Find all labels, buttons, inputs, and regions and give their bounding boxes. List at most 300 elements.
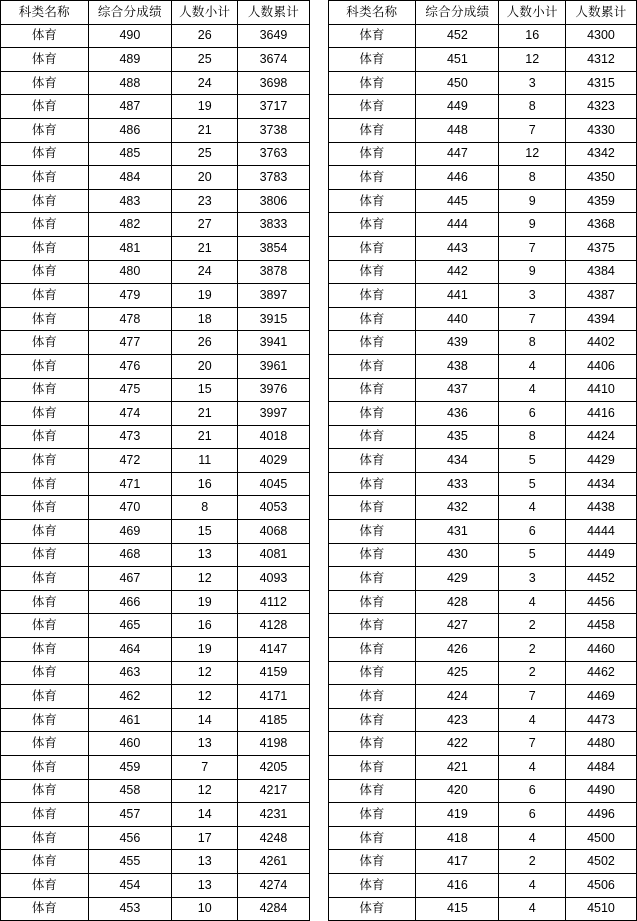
- cell-subject-name: 体育: [1, 850, 89, 874]
- left-table-column: [0, 0, 319, 915]
- cell-subject-name: 体育: [328, 496, 416, 520]
- cell-composite-score: 458: [88, 779, 171, 803]
- table-row: [328, 685, 637, 709]
- table-row: [1, 331, 310, 355]
- cell-count-subtotal: 4: [499, 873, 565, 897]
- cell-count-cumulative: 3717: [238, 95, 309, 119]
- cell-subject-name: 体育: [1, 449, 89, 473]
- cell-count-subtotal: 8: [499, 166, 565, 190]
- cell-composite-score: 420: [416, 779, 499, 803]
- cell-composite-score: 486: [88, 118, 171, 142]
- cell-count-subtotal: 16: [171, 472, 237, 496]
- table-row: [328, 732, 637, 756]
- cell-subject-name: 体育: [328, 118, 416, 142]
- table-row: [1, 543, 310, 567]
- table-row: [328, 826, 637, 850]
- table-row: [1, 850, 310, 874]
- cell-count-cumulative: 4248: [238, 826, 309, 850]
- cell-count-cumulative: 4490: [565, 779, 636, 803]
- cell-count-subtotal: 15: [171, 378, 237, 402]
- cell-composite-score: 436: [416, 402, 499, 426]
- cell-composite-score: 463: [88, 661, 171, 685]
- cell-subject-name: 体育: [328, 590, 416, 614]
- table-row: [328, 449, 637, 473]
- cell-composite-score: 432: [416, 496, 499, 520]
- cell-count-cumulative: 4424: [565, 425, 636, 449]
- table-row: [1, 48, 310, 72]
- cell-count-cumulative: 4274: [238, 873, 309, 897]
- cell-count-subtotal: 7: [499, 236, 565, 260]
- cell-composite-score: 447: [416, 142, 499, 166]
- cell-composite-score: 484: [88, 166, 171, 190]
- table-header-left: [1, 1, 310, 25]
- cell-count-cumulative: 4406: [565, 354, 636, 378]
- table-row: [328, 166, 637, 190]
- cell-count-cumulative: 3833: [238, 213, 309, 237]
- cell-composite-score: 454: [88, 873, 171, 897]
- cell-composite-score: 478: [88, 307, 171, 331]
- cell-composite-score: 473: [88, 425, 171, 449]
- table-header-right: [328, 1, 637, 25]
- table-row: [1, 142, 310, 166]
- cell-count-subtotal: 4: [499, 378, 565, 402]
- cell-composite-score: 453: [88, 897, 171, 921]
- cell-count-cumulative: 4128: [238, 614, 309, 638]
- cell-composite-score: 425: [416, 661, 499, 685]
- cell-composite-score: 424: [416, 685, 499, 709]
- cell-count-subtotal: 24: [171, 260, 237, 284]
- cell-subject-name: 体育: [1, 118, 89, 142]
- cell-count-cumulative: 3649: [238, 24, 309, 48]
- table-row: [1, 449, 310, 473]
- cell-composite-score: 467: [88, 567, 171, 591]
- cell-subject-name: 体育: [1, 95, 89, 119]
- cell-count-cumulative: 4449: [565, 543, 636, 567]
- cell-count-cumulative: 4375: [565, 236, 636, 260]
- cell-composite-score: 422: [416, 732, 499, 756]
- cell-composite-score: 426: [416, 638, 499, 662]
- table-row: [1, 425, 310, 449]
- table-row: [328, 897, 637, 921]
- cell-count-cumulative: 3961: [238, 354, 309, 378]
- cell-composite-score: 418: [416, 826, 499, 850]
- cell-count-subtotal: 21: [171, 236, 237, 260]
- table-row: [1, 590, 310, 614]
- table-header-row: [328, 1, 637, 25]
- table-row: [328, 779, 637, 803]
- cell-count-cumulative: 4394: [565, 307, 636, 331]
- cell-composite-score: 439: [416, 331, 499, 355]
- cell-count-subtotal: 26: [171, 24, 237, 48]
- cell-composite-score: 434: [416, 449, 499, 473]
- cell-count-cumulative: 3763: [238, 142, 309, 166]
- cell-count-cumulative: 4480: [565, 732, 636, 756]
- cell-count-subtotal: 6: [499, 520, 565, 544]
- cell-count-subtotal: 8: [499, 425, 565, 449]
- cell-composite-score: 427: [416, 614, 499, 638]
- cell-composite-score: 490: [88, 24, 171, 48]
- cell-count-subtotal: 16: [171, 614, 237, 638]
- cell-subject-name: 体育: [1, 354, 89, 378]
- cell-count-cumulative: 4456: [565, 590, 636, 614]
- cell-count-cumulative: 4198: [238, 732, 309, 756]
- cell-subject-name: 体育: [328, 472, 416, 496]
- cell-count-cumulative: 4093: [238, 567, 309, 591]
- cell-count-cumulative: 4384: [565, 260, 636, 284]
- table-row: [1, 307, 310, 331]
- cell-subject-name: 体育: [1, 24, 89, 48]
- cell-count-subtotal: 6: [499, 803, 565, 827]
- cell-composite-score: 428: [416, 590, 499, 614]
- cell-composite-score: 459: [88, 756, 171, 780]
- cell-subject-name: 体育: [1, 142, 89, 166]
- cell-composite-score: 446: [416, 166, 499, 190]
- cell-count-cumulative: 4502: [565, 850, 636, 874]
- cell-count-subtotal: 4: [499, 756, 565, 780]
- cell-subject-name: 体育: [1, 284, 89, 308]
- cell-count-subtotal: 26: [171, 331, 237, 355]
- right-table-column: [319, 0, 637, 915]
- cell-subject-name: 体育: [328, 236, 416, 260]
- table-row: [1, 756, 310, 780]
- table-body-left: [1, 24, 310, 921]
- table-row: [328, 873, 637, 897]
- cell-subject-name: 体育: [1, 543, 89, 567]
- cell-count-subtotal: 27: [171, 213, 237, 237]
- cell-subject-name: 体育: [1, 732, 89, 756]
- cell-count-subtotal: 4: [499, 496, 565, 520]
- table-row: [328, 284, 637, 308]
- cell-subject-name: 体育: [1, 472, 89, 496]
- cell-subject-name: 体育: [328, 638, 416, 662]
- cell-subject-name: 体育: [328, 331, 416, 355]
- cell-count-subtotal: 9: [499, 189, 565, 213]
- cell-count-cumulative: 4506: [565, 873, 636, 897]
- cell-subject-name: 体育: [328, 873, 416, 897]
- table-row: [1, 826, 310, 850]
- cell-count-cumulative: 4315: [565, 71, 636, 95]
- header-composite-score: 综合分成绩: [88, 1, 171, 25]
- cell-composite-score: 430: [416, 543, 499, 567]
- cell-count-cumulative: 3738: [238, 118, 309, 142]
- cell-composite-score: 475: [88, 378, 171, 402]
- cell-count-subtotal: 25: [171, 142, 237, 166]
- table-row: [1, 236, 310, 260]
- cell-composite-score: 450: [416, 71, 499, 95]
- table-row: [328, 590, 637, 614]
- cell-count-cumulative: 4185: [238, 708, 309, 732]
- cell-composite-score: 433: [416, 472, 499, 496]
- cell-count-cumulative: 3897: [238, 284, 309, 308]
- cell-count-cumulative: 4231: [238, 803, 309, 827]
- cell-count-subtotal: 19: [171, 590, 237, 614]
- cell-subject-name: 体育: [328, 756, 416, 780]
- cell-count-cumulative: 3915: [238, 307, 309, 331]
- cell-count-subtotal: 12: [171, 685, 237, 709]
- cell-count-subtotal: 13: [171, 850, 237, 874]
- cell-count-cumulative: 4416: [565, 402, 636, 426]
- table-row: [1, 873, 310, 897]
- cell-subject-name: 体育: [328, 48, 416, 72]
- table-row: [328, 425, 637, 449]
- header-count-cumulative: 人数累计: [565, 1, 636, 25]
- cell-count-cumulative: 4171: [238, 685, 309, 709]
- cell-count-subtotal: 17: [171, 826, 237, 850]
- cell-count-subtotal: 12: [171, 779, 237, 803]
- cell-composite-score: 429: [416, 567, 499, 591]
- cell-count-subtotal: 2: [499, 661, 565, 685]
- table-row: [1, 567, 310, 591]
- cell-count-subtotal: 15: [171, 520, 237, 544]
- table-row: [1, 661, 310, 685]
- cell-count-cumulative: 4462: [565, 661, 636, 685]
- cell-count-cumulative: 4410: [565, 378, 636, 402]
- cell-count-subtotal: 14: [171, 803, 237, 827]
- cell-composite-score: 487: [88, 95, 171, 119]
- cell-count-subtotal: 14: [171, 708, 237, 732]
- cell-subject-name: 体育: [1, 638, 89, 662]
- cell-count-cumulative: 4434: [565, 472, 636, 496]
- cell-count-cumulative: 4159: [238, 661, 309, 685]
- cell-count-cumulative: 4068: [238, 520, 309, 544]
- cell-composite-score: 438: [416, 354, 499, 378]
- cell-subject-name: 体育: [328, 402, 416, 426]
- cell-subject-name: 体育: [1, 236, 89, 260]
- table-row: [1, 685, 310, 709]
- cell-subject-name: 体育: [328, 142, 416, 166]
- cell-composite-score: 444: [416, 213, 499, 237]
- table-row: [328, 213, 637, 237]
- cell-subject-name: 体育: [328, 685, 416, 709]
- header-subject-name: 科类名称: [328, 1, 416, 25]
- cell-composite-score: 474: [88, 402, 171, 426]
- cell-composite-score: 469: [88, 520, 171, 544]
- cell-count-subtotal: 20: [171, 166, 237, 190]
- cell-count-subtotal: 19: [171, 284, 237, 308]
- table-row: [328, 189, 637, 213]
- table-row: [1, 284, 310, 308]
- cell-composite-score: 423: [416, 708, 499, 732]
- cell-count-cumulative: 4029: [238, 449, 309, 473]
- cell-composite-score: 415: [416, 897, 499, 921]
- cell-composite-score: 452: [416, 24, 499, 48]
- table-row: [1, 803, 310, 827]
- cell-count-cumulative: 4205: [238, 756, 309, 780]
- cell-count-subtotal: 24: [171, 71, 237, 95]
- table-row: [328, 24, 637, 48]
- cell-composite-score: 464: [88, 638, 171, 662]
- cell-count-subtotal: 5: [499, 472, 565, 496]
- cell-composite-score: 442: [416, 260, 499, 284]
- cell-subject-name: 体育: [328, 24, 416, 48]
- cell-subject-name: 体育: [1, 614, 89, 638]
- cell-subject-name: 体育: [1, 48, 89, 72]
- cell-subject-name: 体育: [1, 331, 89, 355]
- cell-count-cumulative: 4496: [565, 803, 636, 827]
- cell-subject-name: 体育: [328, 567, 416, 591]
- cell-composite-score: 456: [88, 826, 171, 850]
- table-row: [328, 236, 637, 260]
- cell-count-subtotal: 3: [499, 567, 565, 591]
- table-row: [328, 307, 637, 331]
- cell-composite-score: 421: [416, 756, 499, 780]
- cell-subject-name: 体育: [1, 496, 89, 520]
- table-row: [328, 378, 637, 402]
- cell-subject-name: 体育: [1, 213, 89, 237]
- cell-count-subtotal: 4: [499, 708, 565, 732]
- cell-count-subtotal: 19: [171, 95, 237, 119]
- table-row: [1, 166, 310, 190]
- score-table-right: [328, 0, 637, 921]
- cell-composite-score: 462: [88, 685, 171, 709]
- cell-composite-score: 489: [88, 48, 171, 72]
- cell-count-cumulative: 4402: [565, 331, 636, 355]
- cell-count-cumulative: 4452: [565, 567, 636, 591]
- cell-subject-name: 体育: [1, 71, 89, 95]
- table-row: [328, 614, 637, 638]
- cell-composite-score: 481: [88, 236, 171, 260]
- cell-subject-name: 体育: [1, 803, 89, 827]
- cell-count-subtotal: 2: [499, 850, 565, 874]
- cell-composite-score: 470: [88, 496, 171, 520]
- cell-count-subtotal: 11: [171, 449, 237, 473]
- cell-subject-name: 体育: [328, 897, 416, 921]
- cell-composite-score: 460: [88, 732, 171, 756]
- cell-subject-name: 体育: [1, 307, 89, 331]
- cell-composite-score: 468: [88, 543, 171, 567]
- cell-count-cumulative: 3806: [238, 189, 309, 213]
- cell-count-subtotal: 23: [171, 189, 237, 213]
- cell-count-subtotal: 8: [499, 95, 565, 119]
- table-row: [1, 354, 310, 378]
- cell-subject-name: 体育: [1, 685, 89, 709]
- cell-count-cumulative: 4112: [238, 590, 309, 614]
- table-row: [328, 708, 637, 732]
- cell-count-subtotal: 9: [499, 213, 565, 237]
- table-row: [1, 260, 310, 284]
- table-header-row: [1, 1, 310, 25]
- cell-count-cumulative: 4484: [565, 756, 636, 780]
- cell-count-cumulative: 4510: [565, 897, 636, 921]
- table-row: [328, 48, 637, 72]
- cell-composite-score: 461: [88, 708, 171, 732]
- cell-count-subtotal: 8: [171, 496, 237, 520]
- cell-subject-name: 体育: [1, 897, 89, 921]
- cell-composite-score: 440: [416, 307, 499, 331]
- cell-composite-score: 465: [88, 614, 171, 638]
- cell-count-subtotal: 20: [171, 354, 237, 378]
- table-row: [328, 850, 637, 874]
- table-row: [328, 756, 637, 780]
- cell-composite-score: 435: [416, 425, 499, 449]
- cell-composite-score: 488: [88, 71, 171, 95]
- table-row: [328, 661, 637, 685]
- table-row: [1, 213, 310, 237]
- cell-count-cumulative: 4081: [238, 543, 309, 567]
- table-row: [1, 614, 310, 638]
- table-row: [328, 118, 637, 142]
- table-row: [328, 260, 637, 284]
- cell-composite-score: 455: [88, 850, 171, 874]
- cell-subject-name: 体育: [328, 826, 416, 850]
- cell-subject-name: 体育: [1, 402, 89, 426]
- cell-count-subtotal: 3: [499, 71, 565, 95]
- cell-composite-score: 477: [88, 331, 171, 355]
- header-subject-name: 科类名称: [1, 1, 89, 25]
- table-row: [328, 520, 637, 544]
- cell-count-subtotal: 7: [499, 118, 565, 142]
- cell-subject-name: 体育: [328, 354, 416, 378]
- cell-subject-name: 体育: [1, 567, 89, 591]
- cell-subject-name: 体育: [328, 732, 416, 756]
- cell-count-cumulative: 4473: [565, 708, 636, 732]
- cell-count-subtotal: 2: [499, 614, 565, 638]
- table-row: [328, 142, 637, 166]
- cell-subject-name: 体育: [328, 213, 416, 237]
- cell-count-subtotal: 21: [171, 118, 237, 142]
- cell-count-subtotal: 9: [499, 260, 565, 284]
- cell-subject-name: 体育: [328, 449, 416, 473]
- cell-subject-name: 体育: [328, 166, 416, 190]
- cell-composite-score: 479: [88, 284, 171, 308]
- cell-count-subtotal: 18: [171, 307, 237, 331]
- table-row: [1, 472, 310, 496]
- cell-count-subtotal: 5: [499, 543, 565, 567]
- cell-count-subtotal: 13: [171, 873, 237, 897]
- table-row: [328, 472, 637, 496]
- cell-count-subtotal: 4: [499, 354, 565, 378]
- table-row: [1, 897, 310, 921]
- cell-composite-score: 437: [416, 378, 499, 402]
- cell-composite-score: 445: [416, 189, 499, 213]
- cell-count-cumulative: 3997: [238, 402, 309, 426]
- table-row: [328, 331, 637, 355]
- cell-composite-score: 431: [416, 520, 499, 544]
- cell-subject-name: 体育: [1, 661, 89, 685]
- cell-subject-name: 体育: [1, 756, 89, 780]
- cell-count-subtotal: 6: [499, 402, 565, 426]
- table-row: [328, 402, 637, 426]
- cell-subject-name: 体育: [1, 189, 89, 213]
- cell-count-subtotal: 7: [499, 685, 565, 709]
- cell-subject-name: 体育: [328, 850, 416, 874]
- cell-count-cumulative: 4330: [565, 118, 636, 142]
- table-row: [1, 496, 310, 520]
- cell-count-cumulative: 3674: [238, 48, 309, 72]
- cell-composite-score: 483: [88, 189, 171, 213]
- cell-count-cumulative: 4460: [565, 638, 636, 662]
- cell-count-cumulative: 4469: [565, 685, 636, 709]
- table-row: [1, 402, 310, 426]
- cell-subject-name: 体育: [328, 425, 416, 449]
- cell-count-subtotal: 7: [499, 732, 565, 756]
- cell-subject-name: 体育: [328, 708, 416, 732]
- table-row: [328, 567, 637, 591]
- cell-composite-score: 457: [88, 803, 171, 827]
- cell-count-subtotal: 10: [171, 897, 237, 921]
- table-row: [328, 354, 637, 378]
- cell-count-subtotal: 12: [499, 48, 565, 72]
- table-row: [1, 732, 310, 756]
- cell-composite-score: 419: [416, 803, 499, 827]
- cell-composite-score: 480: [88, 260, 171, 284]
- header-count-cumulative: 人数累计: [238, 1, 309, 25]
- cell-count-cumulative: 4284: [238, 897, 309, 921]
- cell-count-cumulative: 3941: [238, 331, 309, 355]
- cell-count-cumulative: 3698: [238, 71, 309, 95]
- table-row: [1, 24, 310, 48]
- table-row: [1, 118, 310, 142]
